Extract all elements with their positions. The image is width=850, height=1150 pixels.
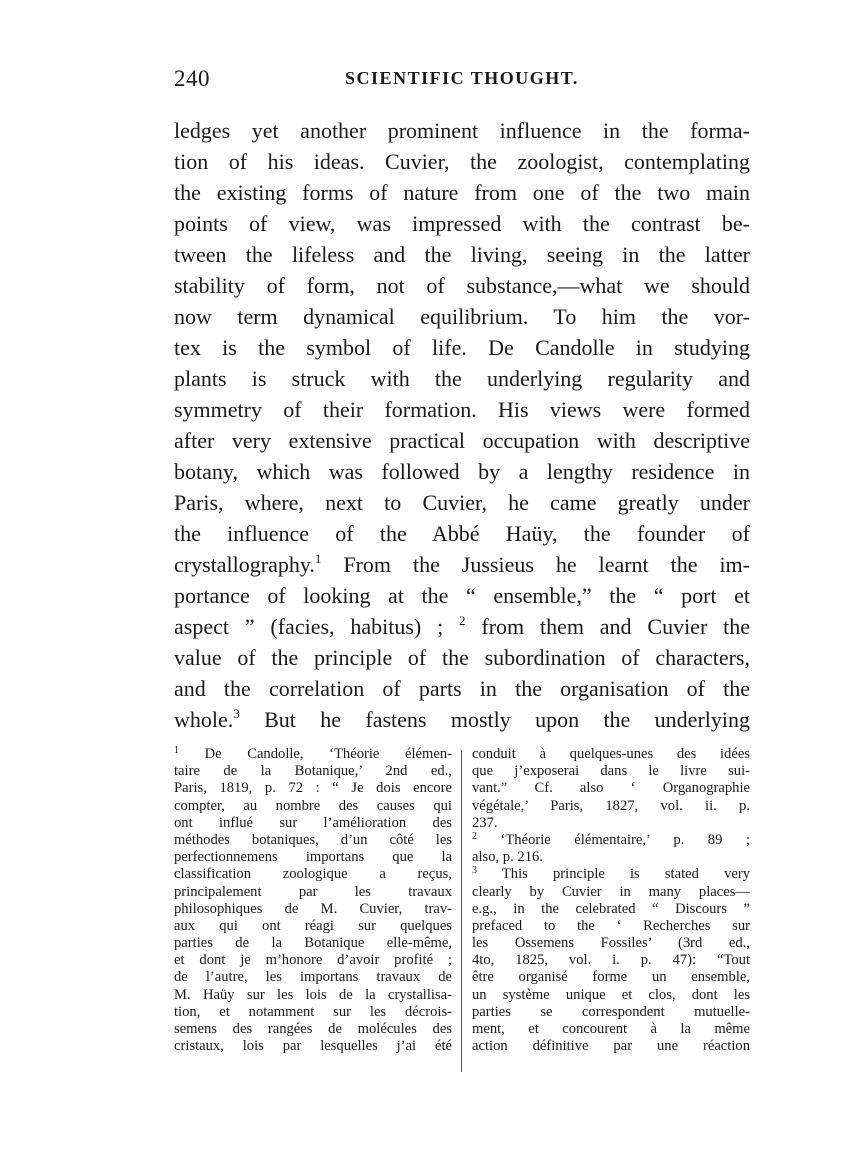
footnote-line: taire de la Botanique,’ 2nd ed., <box>174 763 452 780</box>
body-line: points of view, was impressed with the contrast be- <box>174 211 750 236</box>
body-line: value of the principle of the subordination of characters, <box>174 645 750 670</box>
body-text <box>174 115 750 735</box>
body-line: tion of his ideas. Cuvier, the zoologist, contemplating <box>174 149 750 174</box>
body-line: aspect ” (facies, habitus) ; $^2$ from them and Cuvier the <box>174 613 750 639</box>
footnote-column-right <box>472 746 750 1055</box>
body-line: Paris, where, next to Cuvier, he came greatly under <box>174 490 750 515</box>
body-line: tex is the symbol of life. De Candolle in studying <box>174 335 750 360</box>
body-line: crystallography.$^1$ From the Jussieus he learnt the im- <box>174 551 750 577</box>
footnote-line: aux qui ont réagi sur quelques <box>174 917 452 934</box>
footnote-marker: 1 <box>314 551 322 566</box>
page-header <box>174 66 750 100</box>
footnote-line: vant.” Cf. also ‘ Organographie <box>472 780 750 797</box>
body-line: after very extensive practical occupation with descriptive <box>174 428 750 453</box>
body-line: plants is struck with the underlying regularity and <box>174 366 750 391</box>
footnote-line: méthodes botaniques, d’un côté les <box>174 831 452 848</box>
footnote-line: Paris, 1819, p. 72 : “ Je dois encore <box>174 780 452 797</box>
body-line: and the correlation of parts in the organisation of the <box>174 676 750 701</box>
footnote-line: et dont je m’honore d’avoir profité ; <box>174 952 452 969</box>
footnote-line: philosophiques de M. Cuvier, trav- <box>174 900 452 917</box>
body-line: portance of looking at the “ ensemble,” the “ port et <box>174 583 750 608</box>
footnote-line: compter, au nombre des causes qui <box>174 797 452 814</box>
footnote-line: 4to, 1825, vol. i. p. 47): “Tout <box>472 952 750 969</box>
footnote-line: de l’autre, les importans travaux de <box>174 969 452 986</box>
footnote-line: végétale,’ Paris, 1827, vol. ii. p. <box>472 797 750 814</box>
footnote-line: $^2$ ‘Théorie élémentaire,’ p. 89 ; <box>472 831 750 848</box>
footnote-line: classification zoologique a reçus, <box>174 866 452 883</box>
footnote-line: que j’exposerai dans le livre sui- <box>472 763 750 780</box>
footnote-marker: 1 <box>174 746 179 756</box>
body-line: the existing forms of nature from one of the two main <box>174 180 750 205</box>
footnote-line: perfectionnemens importans que la <box>174 849 452 866</box>
footnote-marker: 3 <box>472 866 477 877</box>
footnotes <box>174 746 750 1076</box>
body-line: stability of form, not of substance,—what we should <box>174 273 750 298</box>
body-line: botany, which was followed by a lengthy residence in <box>174 459 750 484</box>
footnote-line: $^1$ De Candolle, ‘Théorie élémen- <box>174 746 452 762</box>
footnote-marker: 3 <box>233 706 240 721</box>
footnote-line: 237. <box>472 814 498 831</box>
footnote-line: conduit à quelques-unes des idées <box>472 746 750 762</box>
body-line: tween the lifeless and the living, seeing in the latter <box>174 242 750 267</box>
body-line: the influence of the Abbé Haüy, the founder of <box>174 521 750 546</box>
footnote-column-left <box>174 746 452 1055</box>
body-line: now term dynamical equilibrium. To him the vor- <box>174 304 750 329</box>
footnote-line: semens des rangées de molécules des <box>174 1021 452 1037</box>
body-line: whole.$^3$ But he fastens mostly upon the underlying <box>174 706 750 732</box>
footnote-line: also, p. 216. <box>472 849 543 866</box>
footnote-marker: 2 <box>472 831 477 842</box>
footnote-line: $^3$ This principle is stated very <box>472 866 750 883</box>
footnote-marker: 2 <box>459 613 466 628</box>
page-number: 240 <box>174 66 210 91</box>
body-line: ledges yet another prominent influence in the forma- <box>174 118 750 143</box>
body-line: symmetry of their formation. His views were formed <box>174 397 750 422</box>
footnote-line: parties de la Botanique elle-même, <box>174 935 452 952</box>
footnote-line: ment, et concourent à la même <box>472 1021 750 1037</box>
footnote-line: e.g., in the celebrated “ Discours ” <box>472 900 750 917</box>
footnote-line: être organisé forme un ensemble, <box>472 969 750 986</box>
footnote-line: ont influé sur l’amélioration des <box>174 814 452 831</box>
footnote-line: principalement par les travaux <box>174 883 452 900</box>
running-head: SCIENTIFIC THOUGHT. <box>345 68 579 88</box>
footnote-line: action définitive par une réaction <box>472 1038 750 1055</box>
column-divider <box>461 750 462 1072</box>
footnote-line: cristaux, lois par lesquelles j’ai été <box>174 1038 452 1055</box>
footnote-line: M. Haüy sur les lois de la crystallisa- <box>174 986 452 1003</box>
footnote-line: un système unique et clos, dont les <box>472 986 750 1003</box>
footnote-line: prefaced to the ‘ Recherches sur <box>472 917 750 934</box>
footnote-line: tion, et notamment sur les décrois- <box>174 1003 452 1020</box>
footnote-line: clearly by Cuvier in many places— <box>472 883 750 900</box>
footnote-line: les Ossemens Fossiles’ (3rd ed., <box>472 935 750 952</box>
footnote-line: parties se correspondent mutuelle- <box>472 1003 750 1020</box>
